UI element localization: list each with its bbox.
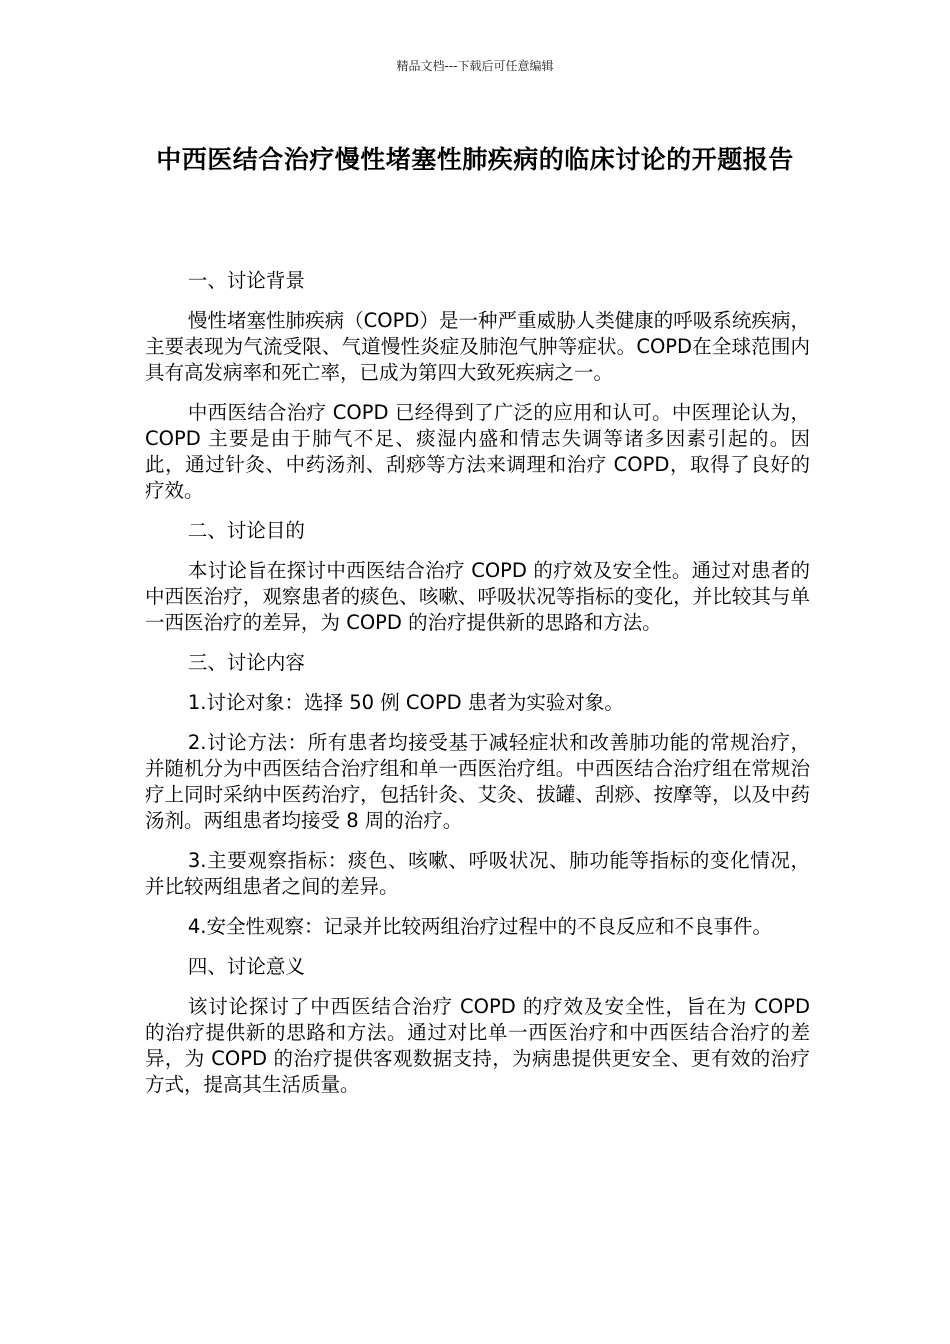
document-title: 中西医结合治疗慢性堵塞性肺疾病的临床讨论的开题报告: [156, 145, 794, 174]
paragraph-significance: 该讨论探讨了中西医结合治疗 COPD 的疗效及安全性，旨在为 COPD 的治疗提供新的思路和方法。通过对比单一西医治疗和中西医结合治疗的差异，为 COPD 的治疗提供客观数据支持，为病患提供更安全、更有效的治疗方式，提高其生活质量。: [145, 995, 810, 1096]
paragraph-safety: 4.安全性观察：记录并比较两组治疗过程中的不良反应和不良事件。: [187, 915, 772, 938]
section-heading-significance: 四、讨论意义: [187, 955, 305, 978]
section-heading-purpose: 二、讨论目的: [187, 519, 305, 542]
paragraph-purpose: 本讨论旨在探讨中西医结合治疗 COPD 的疗效及安全性。通过对患者的中西医治疗，观察患者的痰色、咳嗽、呼吸状况等指标的变化，并比较其与单一西医治疗的差异，为 COPD 的治疗提供新的思路和方法。: [145, 559, 810, 634]
page-header-watermark: 精品文档---下载后可任意编辑: [396, 59, 554, 73]
paragraph-indicators: 3.主要观察指标：痰色、咳嗽、呼吸状况、肺功能等指标的变化情况，并比较两组患者之间的差异。: [145, 849, 810, 898]
paragraph-methods: 2.讨论方法：所有患者均接受基于减轻症状和改善肺功能的常规治疗，并随机分为中西医结合治疗组和单一西医治疗组。中西医结合治疗组在常规治疗上同时采纳中医药治疗，包括针灸、艾灸、拔罐、刮痧、按摩等，以及中药汤剂。两组患者均接受 8 周的治疗。: [145, 731, 810, 832]
paragraph-integrated-treatment: 中西医结合治疗 COPD 已经得到了广泛的应用和认可。中医理论认为，COPD 主要是由于肺气不足、痰湿内盛和情志失调等诸多因素引起的。因此，通过针灸、中药汤剂、刮痧等方法来调理和治疗 COPD，取得了良好的疗效。: [145, 401, 810, 502]
paragraph-copd-definition: 慢性堵塞性肺疾病（COPD）是一种严重威胁人类健康的呼吸系统疾病，主要表现为气流受限、气道慢性炎症及肺泡气肿等症状。COPD在全球范围内具有高发病率和死亡率，已成为第四大致死疾病之一。: [145, 309, 810, 384]
document-body: [145, 268, 810, 1112]
section-heading-content: 三、讨论内容: [187, 651, 305, 674]
section-heading-background: 一、讨论背景: [187, 269, 305, 292]
paragraph-subjects: 1.讨论对象：选择 50 例 COPD 患者为实验对象。: [187, 691, 624, 714]
